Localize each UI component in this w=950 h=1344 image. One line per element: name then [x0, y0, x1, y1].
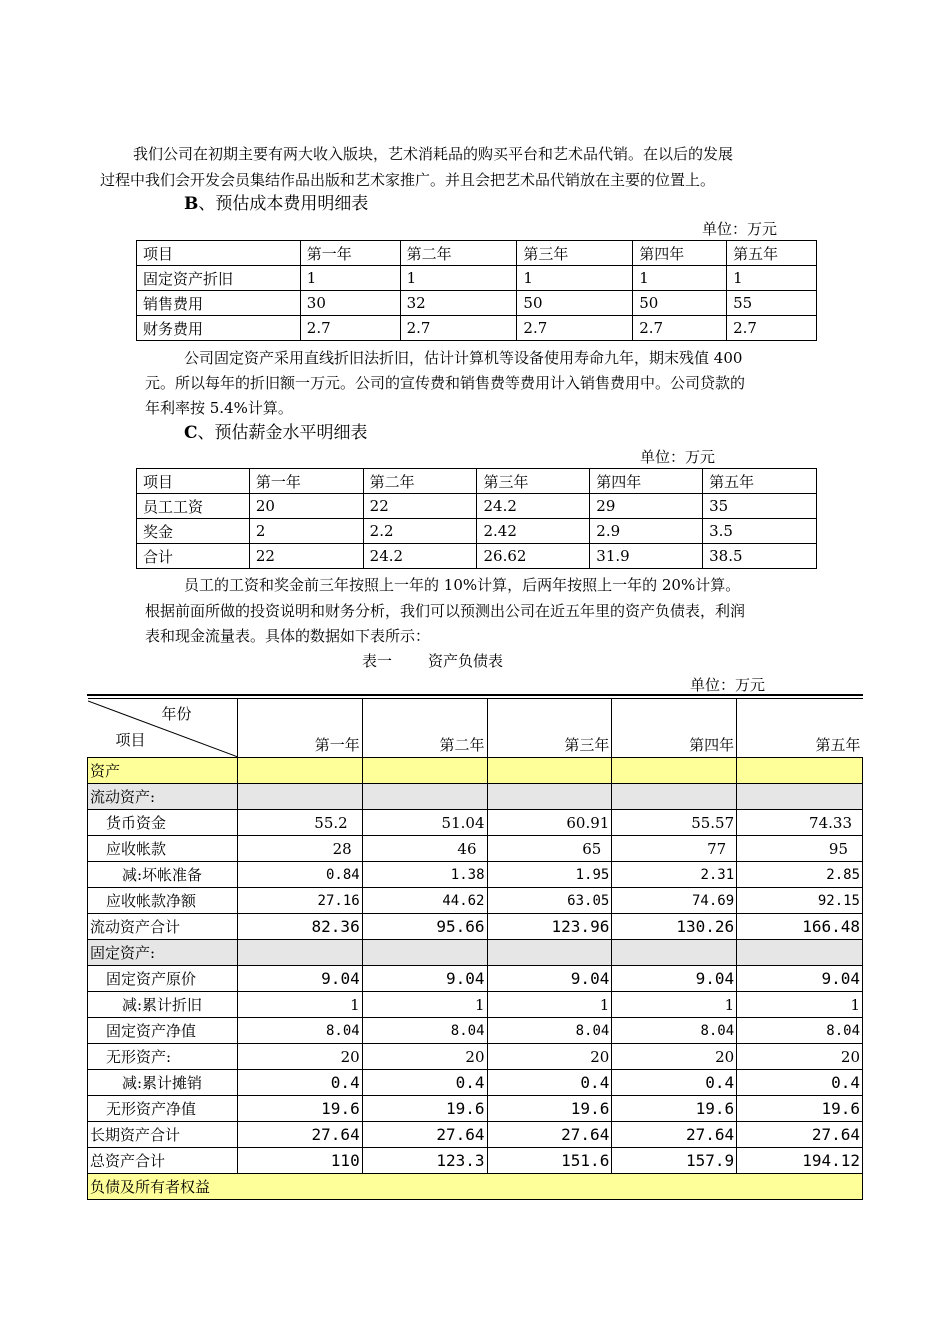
- table-cell: [612, 758, 737, 784]
- table-cell: [737, 784, 863, 810]
- row-label: 无形资产:: [88, 1044, 238, 1070]
- table-cell: 19.6: [737, 1096, 863, 1122]
- table-cell: [612, 784, 737, 810]
- table-cell: 1: [300, 266, 400, 291]
- table-row: [137, 519, 817, 544]
- table-cell: 财务费用: [137, 316, 301, 341]
- row-label: 固定资产净值: [88, 1018, 238, 1044]
- table-cell: [362, 758, 487, 784]
- table-cell: 55: [727, 291, 817, 316]
- table-cell: [362, 784, 487, 810]
- row-label: 固定资产:: [88, 940, 238, 966]
- table-cell: 63.05: [487, 888, 612, 914]
- table-cell: 2.7: [517, 316, 633, 341]
- section-b-heading: B、预估成本费用明细表: [184, 194, 369, 214]
- section-c-note-2: 根据前面所做的投资说明和财务分析，我们可以预测出公司在近五年里的资产负债表，利润: [145, 602, 746, 620]
- table-cell: 20: [737, 1044, 863, 1070]
- table-cell: 员工工资: [137, 494, 250, 519]
- table-cell: 24.2: [477, 494, 590, 519]
- table-header-row: [137, 241, 817, 266]
- table-cell: 第三年: [517, 241, 633, 266]
- table-cell: 1.38: [362, 862, 487, 888]
- table-cell: 44.62: [362, 888, 487, 914]
- table-cell: 20: [362, 1044, 487, 1070]
- table-cell: 2.85: [737, 862, 863, 888]
- salary-table: [136, 468, 817, 569]
- table-cell: 0.4: [612, 1070, 737, 1096]
- section-b-note-3: 年利率按 5.4%计算。: [145, 399, 293, 417]
- table-cell: 9.04: [612, 966, 737, 992]
- table-cell: 20: [249, 494, 363, 519]
- row-label: 资产: [88, 758, 238, 784]
- table-cell: 27.64: [737, 1122, 863, 1148]
- table-cell: 合计: [137, 544, 250, 569]
- table-cell: 奖金: [137, 519, 250, 544]
- table-cell: 9.04: [737, 966, 863, 992]
- table-cell: 51.04: [362, 810, 487, 836]
- table-cell: 50: [517, 291, 633, 316]
- table-cell: 1: [737, 992, 863, 1018]
- table-cell: 第四年: [633, 241, 727, 266]
- table-row: [88, 862, 863, 888]
- table-cell: 38.5: [703, 544, 817, 569]
- row-label: 减:累计折旧: [88, 992, 238, 1018]
- table-row: [137, 266, 817, 291]
- table-row: [137, 544, 817, 569]
- table-cell: 8.04: [362, 1018, 487, 1044]
- table-cell: 95: [737, 836, 863, 862]
- table-cell: [737, 758, 863, 784]
- table-cell: 20: [612, 1044, 737, 1070]
- table-cell: 19.6: [487, 1096, 612, 1122]
- table-cell: 22: [363, 494, 477, 519]
- table-cell: 项目: [137, 241, 301, 266]
- table-row: [88, 888, 863, 914]
- section-c-heading: C、预估薪金水平明细表: [184, 423, 368, 443]
- row-label: 流动资产合计: [88, 914, 238, 940]
- table-row: [88, 1018, 863, 1044]
- table-cell: 123.96: [487, 914, 612, 940]
- table-cell: 19.6: [612, 1096, 737, 1122]
- table-header-row: [137, 469, 817, 494]
- table-row: [88, 1174, 863, 1200]
- table-cell: 55.2: [237, 810, 362, 836]
- row-label: 减:累计摊销: [88, 1070, 238, 1096]
- table-cell: 77: [612, 836, 737, 862]
- intro-line-1: 我们公司在初期主要有两大收入版块，艺术消耗品的购买平台和艺术品代销。在以后的发展: [133, 145, 734, 163]
- table-row: [88, 1148, 863, 1174]
- table-cell: 19.6: [237, 1096, 362, 1122]
- table-cell: 166.48: [737, 914, 863, 940]
- header-corner-cell: [88, 699, 238, 758]
- table-cell: 项目: [137, 469, 250, 494]
- year-header: 第三年: [487, 699, 612, 758]
- row-label: 总资产合计: [88, 1148, 238, 1174]
- year-header: 第五年: [737, 699, 863, 758]
- table-cell: 27.16: [237, 888, 362, 914]
- table-row: [88, 940, 863, 966]
- table-cell: [237, 940, 362, 966]
- balance-sheet-caption: 表一 资产负债表: [362, 652, 504, 670]
- table-cell: 194.12: [737, 1148, 863, 1174]
- table-cell: 35: [703, 494, 817, 519]
- row-label: 负债及所有者权益: [88, 1174, 863, 1200]
- table-cell: 2.2: [363, 519, 477, 544]
- table-row: [88, 1122, 863, 1148]
- table-row: [88, 758, 863, 784]
- table-cell: 第一年: [300, 241, 400, 266]
- table-cell: 29: [590, 494, 703, 519]
- table-cell: 第四年: [590, 469, 703, 494]
- table-cell: 1: [362, 992, 487, 1018]
- row-label: 无形资产净值: [88, 1096, 238, 1122]
- table-cell: 1: [237, 992, 362, 1018]
- table-row: [88, 810, 863, 836]
- table-cell: 60.91: [487, 810, 612, 836]
- table-cell: 19.6: [362, 1096, 487, 1122]
- table-cell: 82.36: [237, 914, 362, 940]
- year-header: 第四年: [612, 699, 737, 758]
- table-cell: 8.04: [737, 1018, 863, 1044]
- table-row: [88, 836, 863, 862]
- row-label: 应收帐款净额: [88, 888, 238, 914]
- section-c-note-1: 员工的工资和奖金前三年按照上一年的 10%计算，后两年按照上一年的 20%计算。: [184, 576, 741, 594]
- table-cell: 9.04: [487, 966, 612, 992]
- table-cell: [487, 758, 612, 784]
- table-cell: 28: [237, 836, 362, 862]
- table-cell: 123.3: [362, 1148, 487, 1174]
- table-cell: 20: [487, 1044, 612, 1070]
- table-cell: 3.5: [703, 519, 817, 544]
- table-cell: 157.9: [612, 1148, 737, 1174]
- table-cell: 第二年: [400, 241, 517, 266]
- table-cell: 65: [487, 836, 612, 862]
- table-cell: [237, 758, 362, 784]
- header-corner-item: 项目: [115, 731, 146, 749]
- table-cell: 第一年: [249, 469, 363, 494]
- table-cell: 1: [727, 266, 817, 291]
- table-cell: 1: [517, 266, 633, 291]
- table-cell: 110: [237, 1148, 362, 1174]
- table-cell: 92.15: [737, 888, 863, 914]
- table-header-row: [88, 699, 863, 758]
- table-cell: [237, 784, 362, 810]
- table-cell: 30: [300, 291, 400, 316]
- table-cell: 22: [249, 544, 363, 569]
- table-cell: 0.4: [362, 1070, 487, 1096]
- table-top-rule: [87, 694, 863, 696]
- table-cell: 第五年: [727, 241, 817, 266]
- table-cell: 2: [249, 519, 363, 544]
- table-row: [88, 992, 863, 1018]
- table-cell: 第二年: [363, 469, 477, 494]
- row-label: 流动资产:: [88, 784, 238, 810]
- header-corner-year: 年份: [161, 705, 192, 723]
- table-cell: 32: [400, 291, 517, 316]
- table-cell: 1: [612, 992, 737, 1018]
- table-cell: 2.7: [727, 316, 817, 341]
- table-cell: 1.95: [487, 862, 612, 888]
- table-cell: 74.69: [612, 888, 737, 914]
- table-cell: [487, 940, 612, 966]
- table-cell: [737, 940, 863, 966]
- table-cell: 第五年: [703, 469, 817, 494]
- table-row: [137, 291, 817, 316]
- table-cell: 2.7: [400, 316, 517, 341]
- table-row: [88, 914, 863, 940]
- row-label: 应收帐款: [88, 836, 238, 862]
- table-cell: 130.26: [612, 914, 737, 940]
- table-cell: 50: [633, 291, 727, 316]
- table-cell: 2.31: [612, 862, 737, 888]
- table-cell: 1: [400, 266, 517, 291]
- section-b-note-2: 元。所以每年的折旧额一万元。公司的宣传费和销售费等费用计入销售费用中。公司贷款的: [145, 374, 746, 392]
- table-cell: 固定资产折旧: [137, 266, 301, 291]
- section-c-unit: 单位：万元: [640, 448, 716, 466]
- table-cell: [362, 940, 487, 966]
- year-header: 第二年: [362, 699, 487, 758]
- balance-sheet-unit: 单位：万元: [690, 676, 766, 694]
- table-cell: 26.62: [477, 544, 590, 569]
- year-header: 第一年: [237, 699, 362, 758]
- table-cell: 31.9: [590, 544, 703, 569]
- intro-line-2: 过程中我们会开发会员集结作品出版和艺术家推广。并且会把艺术品代销放在主要的位置上。: [100, 171, 716, 189]
- section-b-unit: 单位：万元: [702, 220, 778, 238]
- table-cell: 2.7: [633, 316, 727, 341]
- row-label: 长期资产合计: [88, 1122, 238, 1148]
- table-cell: 8.04: [487, 1018, 612, 1044]
- table-cell: 95.66: [362, 914, 487, 940]
- cost-table: [136, 240, 817, 341]
- table-cell: 第三年: [477, 469, 590, 494]
- table-cell: [487, 784, 612, 810]
- table-cell: 0.4: [737, 1070, 863, 1096]
- table-row: [88, 784, 863, 810]
- table-cell: 74.33: [737, 810, 863, 836]
- table-cell: 0.84: [237, 862, 362, 888]
- table-cell: 27.64: [487, 1122, 612, 1148]
- table-row: [88, 1070, 863, 1096]
- table-row: [137, 316, 817, 341]
- table-cell: 2.42: [477, 519, 590, 544]
- row-label: 货币资金: [88, 810, 238, 836]
- table-cell: 0.4: [237, 1070, 362, 1096]
- table-cell: 9.04: [362, 966, 487, 992]
- table-row: [88, 1096, 863, 1122]
- table-cell: 46: [362, 836, 487, 862]
- table-cell: 2.7: [300, 316, 400, 341]
- table-cell: 151.6: [487, 1148, 612, 1174]
- table-cell: [612, 940, 737, 966]
- table-cell: 8.04: [237, 1018, 362, 1044]
- table-cell: 27.64: [612, 1122, 737, 1148]
- table-cell: 销售费用: [137, 291, 301, 316]
- table-cell: 1: [487, 992, 612, 1018]
- table-row: [137, 494, 817, 519]
- section-c-note-3: 表和现金流量表。具体的数据如下表所示：: [145, 627, 431, 645]
- table-cell: 2.9: [590, 519, 703, 544]
- table-cell: 27.64: [237, 1122, 362, 1148]
- table-cell: 27.64: [362, 1122, 487, 1148]
- table-cell: 55.57: [612, 810, 737, 836]
- table-row: [88, 966, 863, 992]
- row-label: 减:坏帐准备: [88, 862, 238, 888]
- table-row: [88, 1044, 863, 1070]
- table-cell: 20: [237, 1044, 362, 1070]
- balance-sheet-table: [87, 698, 863, 1200]
- table-cell: 1: [633, 266, 727, 291]
- table-cell: 0.4: [487, 1070, 612, 1096]
- table-cell: 9.04: [237, 966, 362, 992]
- table-cell: 24.2: [363, 544, 477, 569]
- table-cell: 8.04: [612, 1018, 737, 1044]
- section-b-note-1: 公司固定资产采用直线折旧法折旧，估计计算机等设备使用寿命九年，期末残值 400: [184, 349, 743, 367]
- row-label: 固定资产原价: [88, 966, 238, 992]
